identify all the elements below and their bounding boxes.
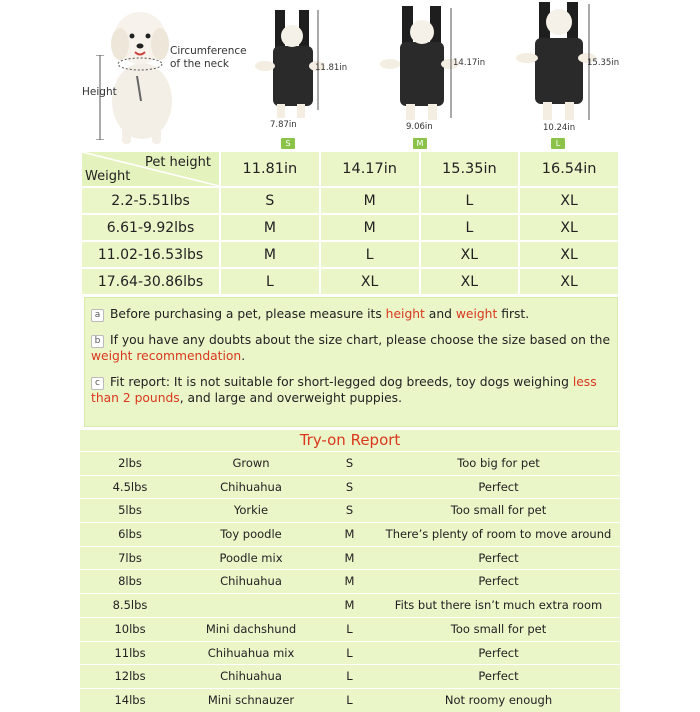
tryon-report-table [80,430,620,712]
table-row: 7lbs Poodle mix M Perfect [80,546,620,570]
carrier-small-height-line [315,10,321,110]
size-illustration [0,0,700,150]
size-cell: XL [420,268,520,295]
size-cell: XL [519,214,619,241]
height-col-3: 15.35in [420,151,520,187]
size-cell: XL [519,241,619,268]
note-b: b If you have any doubts about the size chart, please choose the size based on the weight recommendation. [91,333,611,363]
size-cell: L [320,241,420,268]
table-row: 10lbs Mini dachshund L Too small for pet [80,617,620,641]
carrier-small-width: 7.87in [270,120,297,130]
carrier-large-image [515,0,597,122]
weight-range: 11.02-16.53lbs [81,241,220,268]
measurement-dog-photo [100,6,205,146]
carrier-small-badge: S [281,138,295,149]
size-cell: XL [420,241,520,268]
note-b-marker: b [91,335,104,348]
carrier-large-badge: L [551,138,565,149]
size-cell: L [420,187,520,214]
size-cell: XL [320,268,420,295]
size-cell: M [320,214,420,241]
size-chart-row [81,241,619,268]
size-cell: L [420,214,520,241]
table-row: 14lbs Mini schnauzer L Not roomy enough [80,688,620,712]
size-cell: S [220,187,320,214]
carrier-small-height: 11.81in [315,63,348,73]
table-row: 6lbs Toy poodle M There’s plenty of room to move around [80,522,620,546]
size-chart-row [81,187,619,214]
size-cell: L [220,268,320,295]
tryon-report-title: Try-on Report [80,430,620,451]
size-chart-row [81,268,619,295]
height-label: Height [82,86,117,98]
weight-range: 6.61-9.92lbs [81,214,220,241]
weight-header: Weight [85,169,131,184]
table-row: 8.5lbs M Fits but there isn’t much extra room [80,593,620,617]
size-chart-row [81,214,619,241]
size-cell: XL [519,187,619,214]
circumference-label: Circumference of the neck [170,45,247,70]
height-col-2: 14.17in [320,151,420,187]
size-cell: M [220,214,320,241]
size-chart-header-row [81,151,619,187]
note-c: c Fit report: It is not suitable for short-legged dog breeds, toy dogs weighing less than 2 pounds, and large and overweight puppies. [91,375,597,405]
weight-range: 17.64-30.86lbs [81,268,220,295]
size-cell: XL [519,268,619,295]
size-chart-corner [81,151,220,187]
note-c-marker: c [91,377,104,390]
table-row: 5lbs Yorkie S Too small for pet [80,498,620,522]
notes-box [84,297,618,427]
size-chart-table [80,150,620,296]
carrier-medium-badge: M [413,138,427,149]
table-row: 11lbs Chihuahua mix L Perfect [80,641,620,665]
table-row: 4.5lbs Chihuahua S Perfect [80,475,620,499]
carrier-large-width: 10.24in [543,123,576,133]
carrier-medium-height: 14.17in [453,58,486,68]
size-cell: M [320,187,420,214]
height-col-4: 16.54in [519,151,619,187]
pet-height-header: Pet height [144,155,211,170]
height-col-1: 11.81in [220,151,320,187]
table-row: 2lbs Grown S Too big for pet [80,451,620,475]
table-row: 8lbs Chihuahua M Perfect [80,569,620,593]
carrier-large-height: 15.35in [587,58,620,68]
carrier-medium-width: 9.06in [406,122,433,132]
size-cell: M [220,241,320,268]
weight-range: 2.2-5.51lbs [81,187,220,214]
note-a: a Before purchasing a pet, please measure its height and weight first. [91,306,611,322]
table-row: 12lbs Chihuahua L Perfect [80,664,620,688]
note-a-marker: a [91,309,104,322]
